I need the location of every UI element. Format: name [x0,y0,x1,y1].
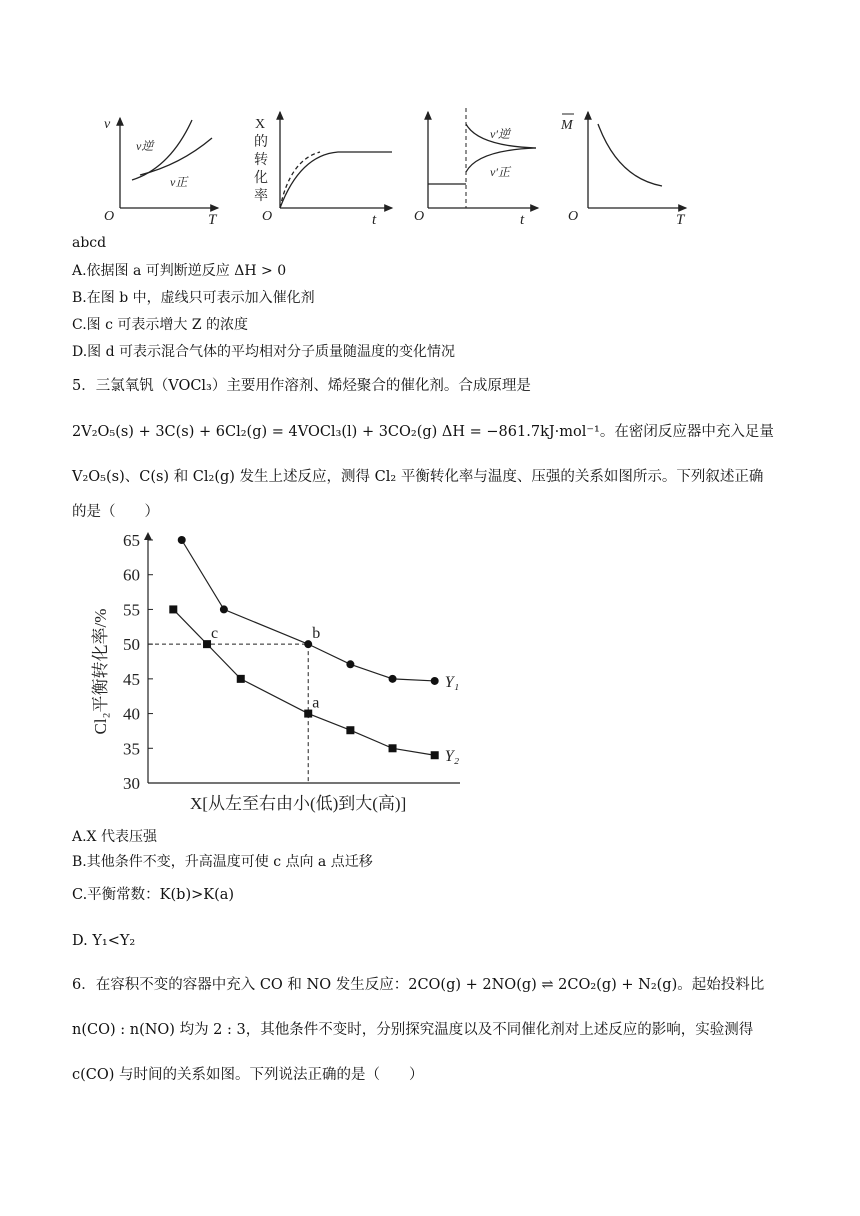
q5-option-c: C.平衡常数：K(b)>K(a) [72,887,235,903]
figure-caption: abcd [72,235,107,251]
chart-y-tick-label: 65 [123,531,140,550]
q5-line-1: 5．三氯氧钒（VOCl₃）主要用作溶剂、烯烃聚合的催化剂。合成原理是 [72,378,531,394]
chart-x-label: X[从左至右由小(低)到大(高)] [190,794,407,813]
chart-series-y1-point [220,605,228,613]
figure-b-x-label: t [372,212,377,228]
chart-series-y2-point [237,675,245,683]
figure-b-y-char-5: 率 [254,189,268,204]
figure-d [560,112,686,228]
figure-b-y-char-2: 的 [254,135,268,150]
chart-series-y2-point [346,726,354,734]
figure-c [414,108,538,228]
q5-option-b: B.其他条件不变，升高温度可使 c 点向 a 点迁移 [72,854,373,870]
q4-option-d: D.图 d 可表示混合气体的平均相对分子质量随温度的变化情况 [72,344,456,360]
q5-option-d: D. Y₁<Y₂ [72,933,136,949]
chart-series-y2-label: Y₂ [444,748,460,766]
figure-a-label-lower: v正 [170,175,188,189]
chart-y-tick-label: 35 [123,739,140,759]
chart-series-y2-point [389,744,397,752]
figure-a-y-label: v [104,117,111,132]
chart-series-y1-label: Y₁ [444,673,460,691]
q5-chart [80,528,500,818]
q6-line-2: n(CO) : n(NO) 均为 2 : 3，其他条件不变时，分别探究温度以及不同催化剂对上述反应的影响，实验测得 [72,1022,754,1038]
chart-y-tick-label: 45 [123,669,140,689]
q4-option-b: B.在图 b 中，虚线只可表示加入催化剂 [72,290,315,306]
figure-c-label-lower: v′正 [490,165,510,179]
figure-d-origin: O [568,209,579,224]
figure-b-y-char-1: X [255,117,266,132]
chart-series-y1-point [431,677,439,685]
figure-a-origin: O [104,209,115,224]
figure-d-curve [598,124,662,186]
chart-series-y1-point [304,640,312,648]
q5-line-2: 2V₂O₅(s) + 3C(s) + 6Cl₂(g) = 4VOCl₃(l) + 3CO₂(g) ΔH = −861.7kJ·mol⁻¹。在密闭反应器中充入足量 [72,424,774,440]
chart-series-y2-point [431,751,439,759]
chart-point-label-b: b [312,625,321,643]
chart-series-y2-point [203,640,211,648]
figure-c-x-label: t [520,212,525,228]
chart-y-tick-label: 30 [123,774,140,793]
figure-a-label-upper: v逆 [136,139,154,153]
figure-b-y-char-4: 化 [254,171,268,186]
figure-a [104,117,218,228]
chart-y-label: Cl₂平衡转化率/% [91,608,110,735]
top-figures [0,0,860,235]
chart-series-y1-point [178,536,186,544]
q5-option-a: A.X 代表压强 [72,829,157,845]
chart-point-label-c: c [211,625,219,643]
figure-a-x-label: T [208,212,217,228]
chart-series-y2-point [304,710,312,718]
q5-line-4: 的是（ ） [72,504,159,520]
figure-d-x-label: T [676,212,685,228]
figure-d-y-label: M [561,118,573,133]
figure-b-solid-curve [280,152,392,208]
figure-c-label-upper: v′逆 [490,127,510,141]
q6-line-3: c(CO) 与时间的关系如图。下列说法正确的是（ ） [72,1067,424,1083]
chart-point-label-a: a [312,694,320,712]
chart-y-tick-label: 40 [123,704,140,724]
chart-series-y1-point [389,675,397,683]
q4-option-c: C.图 c 可表示增大 Z 的浓度 [72,317,249,333]
chart-y-tick-label: 50 [123,635,140,655]
figure-b-y-char-3: 转 [254,153,268,168]
chart-y-tick-label: 55 [123,600,140,620]
figure-c-origin: O [414,209,425,224]
q6-line-1: 6．在容积不变的容器中充入 CO 和 NO 发生反应：2CO(g) + 2NO(g) ⇌ 2CO₂(g) + N₂(g)。起始投料比 [72,977,765,993]
chart-y-axis-arrow [144,532,152,540]
chart-y-tick-label: 60 [123,565,140,585]
figure-b-origin: O [262,209,273,224]
chart-series-y1-point [346,660,354,668]
q5-line-3: V₂O₅(s)、C(s) 和 Cl₂(g) 发生上述反应，测得 Cl₂ 平衡转化率与温度、压强的关系如图所示。下列叙述正确 [72,469,764,485]
chart-series-y2-point [169,605,177,613]
q4-option-a: A.依据图 a 可判断逆反应 ΔH > 0 [72,263,287,279]
figure-b [254,112,392,228]
